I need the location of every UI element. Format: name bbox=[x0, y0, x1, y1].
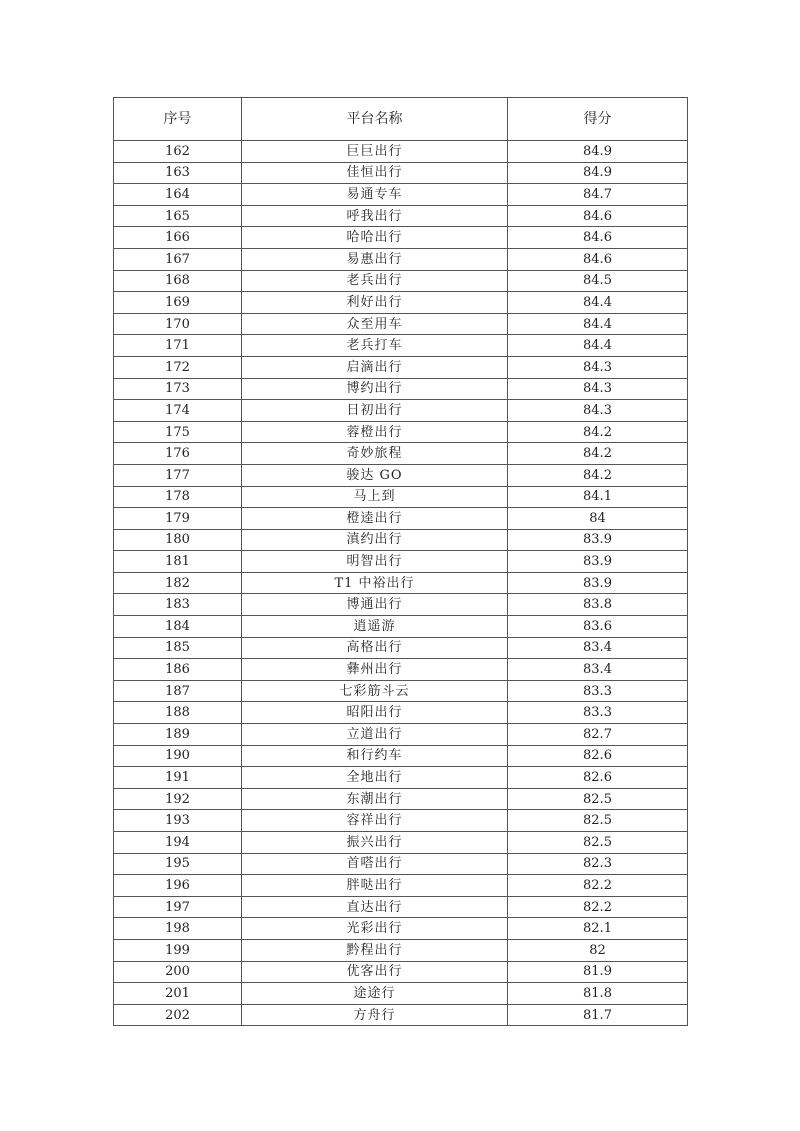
row-platform-name: 七彩筋斗云 bbox=[242, 680, 508, 702]
row-platform-name: 佳恒出行 bbox=[242, 162, 508, 184]
table-row bbox=[114, 918, 688, 940]
row-score: 82.6 bbox=[508, 745, 688, 767]
row-platform-name: 逍遥游 bbox=[242, 616, 508, 638]
row-score: 81.8 bbox=[508, 983, 688, 1005]
row-index: 200 bbox=[114, 961, 242, 983]
table-row bbox=[114, 1004, 688, 1026]
row-score: 84.4 bbox=[508, 335, 688, 357]
row-platform-name: 方舟行 bbox=[242, 1004, 508, 1026]
row-index: 189 bbox=[114, 724, 242, 746]
table-row bbox=[114, 464, 688, 486]
row-score: 84.6 bbox=[508, 227, 688, 249]
row-platform-name: 蓉橙出行 bbox=[242, 421, 508, 443]
row-platform-name: 易惠出行 bbox=[242, 248, 508, 270]
table-row bbox=[114, 205, 688, 227]
row-index: 198 bbox=[114, 918, 242, 940]
row-index: 193 bbox=[114, 810, 242, 832]
row-index: 175 bbox=[114, 421, 242, 443]
row-score: 83.3 bbox=[508, 680, 688, 702]
row-index: 169 bbox=[114, 292, 242, 314]
row-platform-name: 老兵出行 bbox=[242, 270, 508, 292]
row-platform-name: 全地出行 bbox=[242, 767, 508, 789]
row-score: 83.4 bbox=[508, 637, 688, 659]
row-score: 82.2 bbox=[508, 896, 688, 918]
row-score: 82.5 bbox=[508, 832, 688, 854]
row-platform-name: 立道出行 bbox=[242, 724, 508, 746]
row-score: 83.3 bbox=[508, 702, 688, 724]
row-platform-name: 奇妙旅程 bbox=[242, 443, 508, 465]
row-score: 84.3 bbox=[508, 400, 688, 422]
header-name: 平台名称 bbox=[242, 98, 508, 141]
row-index: 182 bbox=[114, 572, 242, 594]
table-row bbox=[114, 400, 688, 422]
header-score: 得分 bbox=[508, 98, 688, 141]
row-platform-name: 老兵打车 bbox=[242, 335, 508, 357]
table-row bbox=[114, 270, 688, 292]
row-index: 183 bbox=[114, 594, 242, 616]
table-row bbox=[114, 788, 688, 810]
row-score: 84.6 bbox=[508, 205, 688, 227]
document-page bbox=[113, 97, 687, 1026]
row-score: 82.1 bbox=[508, 918, 688, 940]
row-platform-name: T1 中裕出行 bbox=[242, 572, 508, 594]
row-score: 84.3 bbox=[508, 378, 688, 400]
row-index: 201 bbox=[114, 983, 242, 1005]
row-score: 82.5 bbox=[508, 788, 688, 810]
row-platform-name: 昭阳出行 bbox=[242, 702, 508, 724]
row-platform-name: 光彩出行 bbox=[242, 918, 508, 940]
row-index: 181 bbox=[114, 551, 242, 573]
row-index: 191 bbox=[114, 767, 242, 789]
row-index: 166 bbox=[114, 227, 242, 249]
table-row bbox=[114, 637, 688, 659]
row-score: 84.5 bbox=[508, 270, 688, 292]
row-platform-name: 巨巨出行 bbox=[242, 141, 508, 163]
row-score: 84.2 bbox=[508, 464, 688, 486]
row-index: 177 bbox=[114, 464, 242, 486]
row-index: 185 bbox=[114, 637, 242, 659]
table-row bbox=[114, 832, 688, 854]
row-platform-name: 优客出行 bbox=[242, 961, 508, 983]
row-score: 84.3 bbox=[508, 356, 688, 378]
row-score: 81.7 bbox=[508, 1004, 688, 1026]
row-index: 196 bbox=[114, 875, 242, 897]
table-row bbox=[114, 292, 688, 314]
row-score: 83.9 bbox=[508, 551, 688, 573]
row-platform-name: 呼我出行 bbox=[242, 205, 508, 227]
table-row bbox=[114, 616, 688, 638]
table-row bbox=[114, 356, 688, 378]
table-row bbox=[114, 896, 688, 918]
row-score: 83.9 bbox=[508, 529, 688, 551]
row-index: 190 bbox=[114, 745, 242, 767]
row-score: 82.7 bbox=[508, 724, 688, 746]
row-score: 83.9 bbox=[508, 572, 688, 594]
table-row bbox=[114, 745, 688, 767]
row-platform-name: 橙逵出行 bbox=[242, 508, 508, 530]
row-index: 162 bbox=[114, 141, 242, 163]
row-score: 82.6 bbox=[508, 767, 688, 789]
table-row bbox=[114, 378, 688, 400]
row-score: 84.4 bbox=[508, 313, 688, 335]
table-body bbox=[114, 141, 688, 1026]
header-index: 序号 bbox=[114, 98, 242, 141]
table-row bbox=[114, 486, 688, 508]
row-index: 171 bbox=[114, 335, 242, 357]
table-row bbox=[114, 529, 688, 551]
row-score: 84.2 bbox=[508, 421, 688, 443]
table-row bbox=[114, 659, 688, 681]
row-platform-name: 滇约出行 bbox=[242, 529, 508, 551]
platform-score-table bbox=[113, 97, 688, 1026]
row-platform-name: 众至用车 bbox=[242, 313, 508, 335]
row-score: 82 bbox=[508, 939, 688, 961]
table-row bbox=[114, 810, 688, 832]
row-index: 174 bbox=[114, 400, 242, 422]
row-index: 184 bbox=[114, 616, 242, 638]
row-index: 194 bbox=[114, 832, 242, 854]
row-score: 83.8 bbox=[508, 594, 688, 616]
table-row bbox=[114, 421, 688, 443]
row-index: 197 bbox=[114, 896, 242, 918]
table-row bbox=[114, 162, 688, 184]
table-row bbox=[114, 767, 688, 789]
table-row bbox=[114, 313, 688, 335]
row-platform-name: 首嗒出行 bbox=[242, 853, 508, 875]
row-index: 170 bbox=[114, 313, 242, 335]
row-index: 180 bbox=[114, 529, 242, 551]
row-platform-name: 哈哈出行 bbox=[242, 227, 508, 249]
row-platform-name: 马上到 bbox=[242, 486, 508, 508]
row-index: 168 bbox=[114, 270, 242, 292]
row-score: 84.6 bbox=[508, 248, 688, 270]
row-platform-name: 黔程出行 bbox=[242, 939, 508, 961]
row-platform-name: 彝州出行 bbox=[242, 659, 508, 681]
table-row bbox=[114, 594, 688, 616]
table-row bbox=[114, 248, 688, 270]
table-row bbox=[114, 853, 688, 875]
row-index: 188 bbox=[114, 702, 242, 724]
row-platform-name: 骏达 GO bbox=[242, 464, 508, 486]
row-platform-name: 日初出行 bbox=[242, 400, 508, 422]
table-row bbox=[114, 724, 688, 746]
table-row bbox=[114, 875, 688, 897]
row-score: 83.4 bbox=[508, 659, 688, 681]
table-row bbox=[114, 939, 688, 961]
table-row bbox=[114, 335, 688, 357]
table-row bbox=[114, 983, 688, 1005]
row-score: 83.6 bbox=[508, 616, 688, 638]
table-row bbox=[114, 961, 688, 983]
table-row bbox=[114, 184, 688, 206]
row-index: 165 bbox=[114, 205, 242, 227]
table-row bbox=[114, 702, 688, 724]
row-score: 82.3 bbox=[508, 853, 688, 875]
row-index: 172 bbox=[114, 356, 242, 378]
row-platform-name: 东潮出行 bbox=[242, 788, 508, 810]
row-platform-name: 高格出行 bbox=[242, 637, 508, 659]
row-platform-name: 容祥出行 bbox=[242, 810, 508, 832]
row-score: 84.4 bbox=[508, 292, 688, 314]
table-row bbox=[114, 551, 688, 573]
row-index: 163 bbox=[114, 162, 242, 184]
row-index: 195 bbox=[114, 853, 242, 875]
table-row bbox=[114, 680, 688, 702]
row-score: 84.1 bbox=[508, 486, 688, 508]
table-row bbox=[114, 141, 688, 163]
row-score: 82.2 bbox=[508, 875, 688, 897]
row-index: 173 bbox=[114, 378, 242, 400]
row-score: 84.9 bbox=[508, 141, 688, 163]
row-platform-name: 博约出行 bbox=[242, 378, 508, 400]
row-platform-name: 直达出行 bbox=[242, 896, 508, 918]
row-index: 202 bbox=[114, 1004, 242, 1026]
row-platform-name: 和行约车 bbox=[242, 745, 508, 767]
row-platform-name: 易通专车 bbox=[242, 184, 508, 206]
row-score: 84 bbox=[508, 508, 688, 530]
row-score: 84.2 bbox=[508, 443, 688, 465]
row-index: 179 bbox=[114, 508, 242, 530]
row-platform-name: 启滴出行 bbox=[242, 356, 508, 378]
row-score: 84.7 bbox=[508, 184, 688, 206]
table-row bbox=[114, 508, 688, 530]
table-row bbox=[114, 572, 688, 594]
row-score: 81.9 bbox=[508, 961, 688, 983]
row-index: 176 bbox=[114, 443, 242, 465]
row-index: 199 bbox=[114, 939, 242, 961]
row-platform-name: 明智出行 bbox=[242, 551, 508, 573]
row-index: 186 bbox=[114, 659, 242, 681]
header-row bbox=[114, 98, 688, 141]
row-index: 164 bbox=[114, 184, 242, 206]
row-platform-name: 利好出行 bbox=[242, 292, 508, 314]
table-header bbox=[114, 98, 688, 141]
row-platform-name: 途途行 bbox=[242, 983, 508, 1005]
row-score: 84.9 bbox=[508, 162, 688, 184]
row-platform-name: 博通出行 bbox=[242, 594, 508, 616]
row-score: 82.5 bbox=[508, 810, 688, 832]
table-row bbox=[114, 443, 688, 465]
row-index: 192 bbox=[114, 788, 242, 810]
row-platform-name: 振兴出行 bbox=[242, 832, 508, 854]
table-row bbox=[114, 227, 688, 249]
row-platform-name: 胖哒出行 bbox=[242, 875, 508, 897]
row-index: 178 bbox=[114, 486, 242, 508]
row-index: 187 bbox=[114, 680, 242, 702]
row-index: 167 bbox=[114, 248, 242, 270]
